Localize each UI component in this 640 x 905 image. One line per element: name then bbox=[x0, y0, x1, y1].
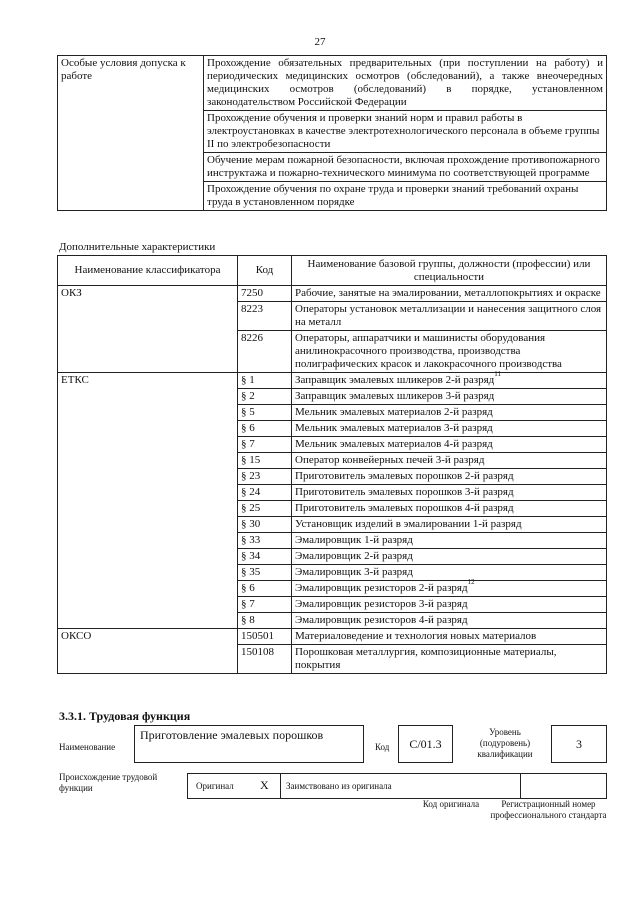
classifier-title bbox=[292, 389, 607, 405]
classifier-code: § 35 bbox=[238, 565, 292, 581]
classifier-code: § 30 bbox=[238, 517, 292, 533]
classifier-title bbox=[292, 645, 607, 674]
section-title: 3.3.1. Трудовая функция bbox=[59, 709, 191, 723]
classifier-name-cont bbox=[58, 331, 238, 373]
classifier-title bbox=[292, 533, 607, 549]
classifier-name-cont bbox=[58, 421, 238, 437]
function-name-box bbox=[134, 725, 364, 763]
origin-row bbox=[187, 773, 607, 799]
classifier-row bbox=[58, 373, 607, 389]
reg-number-label: Регистрационный номер профессионального стандарта bbox=[490, 799, 607, 820]
classifier-code: 7250 bbox=[238, 286, 292, 302]
classifier-title-text: Установщик изделий в эмалировании 1-й разряд bbox=[295, 518, 522, 530]
condition-item: Прохождение обязательных предварительных (при поступлении на работу) и периодических медицинских осмотров (обследований), а также внеочередных медицинских осмотров (обследований) в порядке, установленном законодательством Российской Федерации bbox=[204, 56, 607, 111]
classifier-name-cont bbox=[58, 302, 238, 331]
header-code: Код bbox=[238, 256, 292, 286]
classifier-title-text: Эмалировщик 1-й разряд bbox=[295, 534, 413, 546]
level-value: 3 bbox=[576, 736, 582, 751]
classifier-code: 8223 bbox=[238, 302, 292, 331]
classifier-row bbox=[58, 517, 607, 533]
classifier-title-text: Операторы, аппаратчики и машинисты оборудования анилинокрасочного производства, производства полиграфических красок и лакокрасочного производства bbox=[295, 332, 562, 370]
classifier-code: § 24 bbox=[238, 485, 292, 501]
classifier-name: ОКЗ bbox=[58, 286, 238, 302]
classifier-name-cont bbox=[58, 533, 238, 549]
classifier-code: § 23 bbox=[238, 469, 292, 485]
classifier-row bbox=[58, 286, 607, 302]
classifier-row bbox=[58, 469, 607, 485]
code-original-label: Код оригинала bbox=[422, 799, 480, 809]
classifier-title bbox=[292, 453, 607, 469]
classifier-name-cont bbox=[58, 597, 238, 613]
original-label: Оригинал bbox=[196, 781, 234, 791]
footnote-ref: 11 bbox=[494, 370, 502, 379]
classifier-name-cont bbox=[58, 501, 238, 517]
code-box bbox=[398, 725, 453, 763]
header-classifier: Наименование классификатора bbox=[58, 256, 238, 286]
classifier-row bbox=[58, 389, 607, 405]
classifier-row bbox=[58, 645, 607, 674]
classifier-row bbox=[58, 485, 607, 501]
classifier-code: 150108 bbox=[238, 645, 292, 674]
classifier-row bbox=[58, 565, 607, 581]
classifier-row bbox=[58, 302, 607, 331]
classifier-title-text: Заправщик эмалевых шликеров 3-й разряд bbox=[295, 390, 495, 402]
additional-characteristics-heading: Дополнительные характеристики bbox=[59, 241, 216, 253]
classifier-name-cont bbox=[58, 581, 238, 597]
special-conditions-table bbox=[57, 55, 607, 211]
classifier-code: § 1 bbox=[238, 373, 292, 389]
classifier-title bbox=[292, 469, 607, 485]
header-name: Наименование базовой группы, должности (профессии) или специальности bbox=[292, 256, 607, 286]
condition-item: Обучение мерам пожарной безопасности, включая прохождение противопожарного инструктажа и пожарно-технического минимума по соответствующей программе bbox=[204, 153, 607, 182]
classifier-title bbox=[292, 517, 607, 533]
classifier-title-text: Эмалировщик резисторов 2-й разряд bbox=[295, 582, 468, 594]
classifier-code: 150501 bbox=[238, 629, 292, 645]
classifier-title bbox=[292, 370, 607, 389]
classifier-row bbox=[58, 533, 607, 549]
classifier-code: § 2 bbox=[238, 389, 292, 405]
classifier-name-cont bbox=[58, 645, 238, 674]
classifier-title-text: Рабочие, занятые на эмалировании, металлопокрытиях и окраске bbox=[295, 287, 601, 299]
classifier-title-text: Приготовитель эмалевых порошков 4-й разряд bbox=[295, 502, 514, 514]
classifier-title-text: Оператор конвейерных печей 3-й разряд bbox=[295, 454, 485, 466]
classifier-title bbox=[292, 629, 607, 645]
classifier-title-text: Мельник эмалевых материалов 4-й разряд bbox=[295, 438, 493, 450]
function-name-value: Приготовление эмалевых порошков bbox=[140, 728, 324, 742]
classifier-row bbox=[58, 405, 607, 421]
name-label: Наименование bbox=[59, 742, 116, 752]
classifier-name-cont bbox=[58, 613, 238, 629]
classifier-row bbox=[58, 613, 607, 629]
classifier-code: § 8 bbox=[238, 613, 292, 629]
origin-label: Происхождение трудовой функции bbox=[59, 772, 158, 793]
classifier-title bbox=[292, 302, 607, 331]
classifier-title bbox=[292, 286, 607, 302]
classifier-row bbox=[58, 453, 607, 469]
classifier-title bbox=[292, 405, 607, 421]
condition-item: Прохождение обучения по охране труда и проверки знаний требований охраны труда в установленном порядке bbox=[204, 182, 607, 211]
level-label: Уровень (подуровень) квалификации bbox=[477, 727, 533, 759]
code-label: Код bbox=[375, 742, 390, 752]
classifier-title bbox=[292, 613, 607, 629]
classifier-name-cont bbox=[58, 485, 238, 501]
classifier-code: § 6 bbox=[238, 581, 292, 597]
classifier-title bbox=[292, 578, 607, 597]
borrowed-label: Заимствовано из оригинала bbox=[286, 781, 392, 791]
classifier-code: § 25 bbox=[238, 501, 292, 517]
classifier-title-text: Заправщик эмалевых шликеров 2-й разряд bbox=[295, 374, 495, 386]
classifier-row bbox=[58, 421, 607, 437]
classifier-name-cont bbox=[58, 549, 238, 565]
classifier-title-text: Мельник эмалевых материалов 3-й разряд bbox=[295, 422, 493, 434]
classifier-name-cont bbox=[58, 469, 238, 485]
classifier-title-text: Эмалировщик 3-й разряд bbox=[295, 566, 413, 578]
condition-item: Прохождение обучения и проверки знаний норм и правил работы в электроустановках в качестве электротехнологического персонала в объеме группы II по электробезопасности bbox=[204, 111, 607, 153]
classifier-title bbox=[292, 437, 607, 453]
classifier-code: § 7 bbox=[238, 437, 292, 453]
classifier-name-cont bbox=[58, 453, 238, 469]
classifier-title-text: Приготовитель эмалевых порошков 2-й разряд bbox=[295, 470, 514, 482]
classifier-row bbox=[58, 597, 607, 613]
classifier-title-text: Приготовитель эмалевых порошков 3-й разряд bbox=[295, 486, 514, 498]
classifier-title bbox=[292, 485, 607, 501]
code-value: C/01.3 bbox=[409, 736, 442, 751]
special-conditions-label: Особые условия допуска к работе bbox=[58, 56, 204, 211]
classifier-code: § 6 bbox=[238, 421, 292, 437]
classifiers-table bbox=[57, 255, 607, 674]
classifier-code: § 5 bbox=[238, 405, 292, 421]
classifier-title-text: Эмалировщик резисторов 4-й разряд bbox=[295, 614, 468, 626]
classifier-title bbox=[292, 565, 607, 581]
classifier-code: § 34 bbox=[238, 549, 292, 565]
classifier-title-text: Порошковая металлургия, композиционные материалы, покрытия bbox=[295, 646, 557, 671]
classifier-name-cont bbox=[58, 389, 238, 405]
classifier-code: 8226 bbox=[238, 331, 292, 373]
classifier-row bbox=[58, 331, 607, 373]
classifier-name-cont bbox=[58, 437, 238, 453]
classifier-title-text: Операторы установок металлизации и нанесения защитного слоя на металл bbox=[295, 303, 602, 328]
classifier-title-text: Эмалировщик 2-й разряд bbox=[295, 550, 413, 562]
classifier-title bbox=[292, 501, 607, 517]
classifier-name-cont bbox=[58, 565, 238, 581]
classifier-row bbox=[58, 501, 607, 517]
classifier-title-text: Материаловедение и технология новых материалов bbox=[295, 630, 537, 642]
classifier-title-text: Мельник эмалевых материалов 2-й разряд bbox=[295, 406, 493, 418]
classifier-row bbox=[58, 581, 607, 597]
classifier-title bbox=[292, 421, 607, 437]
classifier-code: § 15 bbox=[238, 453, 292, 469]
classifier-name-cont bbox=[58, 517, 238, 533]
classifier-name: ОКСО bbox=[58, 629, 238, 645]
classifier-title bbox=[292, 331, 607, 373]
classifier-name-cont bbox=[58, 405, 238, 421]
page-number: 27 bbox=[314, 36, 326, 48]
level-box bbox=[551, 725, 607, 763]
original-mark: X bbox=[260, 778, 269, 792]
classifier-name: ЕТКС bbox=[58, 373, 238, 389]
classifier-title-text: Эмалировщик резисторов 3-й разряд bbox=[295, 598, 468, 610]
footnote-ref: 12 bbox=[467, 578, 475, 587]
classifier-row bbox=[58, 629, 607, 645]
classifier-title bbox=[292, 549, 607, 565]
classifier-code: § 33 bbox=[238, 533, 292, 549]
classifier-code: § 7 bbox=[238, 597, 292, 613]
classifier-row bbox=[58, 549, 607, 565]
classifier-title bbox=[292, 597, 607, 613]
classifier-row bbox=[58, 437, 607, 453]
